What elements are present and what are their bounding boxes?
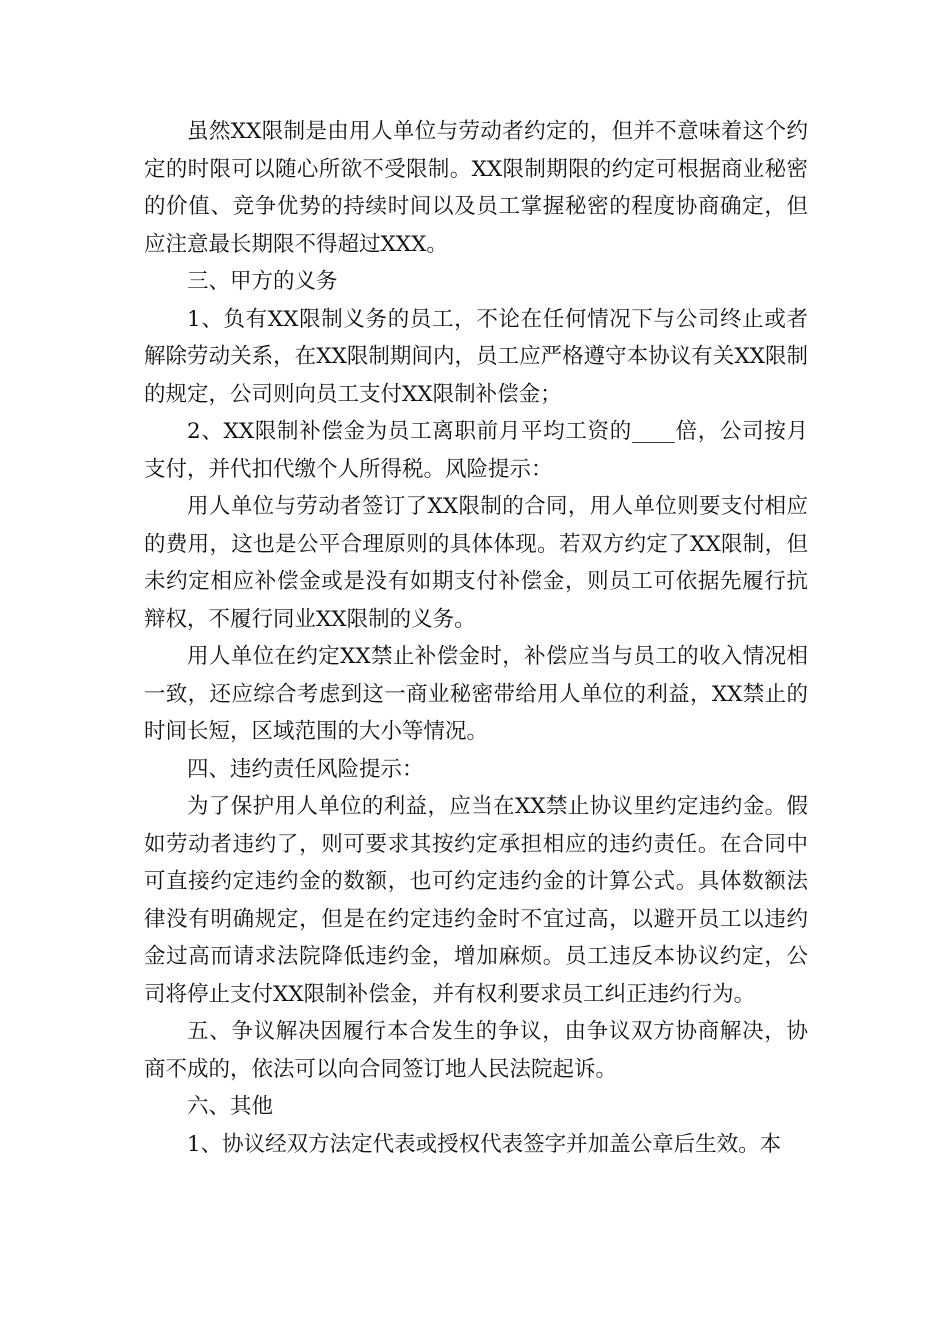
document-page bbox=[144, 113, 808, 1163]
heading-party-a-obligations: 三、甲方的义务 bbox=[187, 269, 338, 294]
paragraph-effective: 1、协议经双方法定代表或授权代表签字并加盖公章后生效。本 bbox=[187, 1131, 782, 1157]
heading-other: 六、其他 bbox=[187, 1094, 274, 1119]
paragraph-compensation-consistency: 用人单位在约定XX禁止补偿金时，补偿应当与员工的收入情况相一致，还应综合考虑到这一商业秘密带给用人单位的利益，XX禁止的时间长短，区域范围的大小等情况。 bbox=[144, 644, 808, 744]
paragraph-time-limit: 虽然XX限制是由用人单位与劳动者约定的，但并不意味着这个约定的时限可以随心所欲不受限制。XX限制期限的约定可根据商业秘密的价值、竞争优势的持续时间以及员工掌握秘密的程度协商确定，但应注意最长期限不得超过XXX。 bbox=[144, 119, 808, 257]
paragraph-obligation-1: 1、负有XX限制义务的员工，不论在任何情况下与公司终止或者解除劳动关系，在XX限制期间内，员工应严格遵守本协议有关XX限制的规定，公司则向员工支付XX限制补偿金； bbox=[144, 306, 808, 407]
paragraph-obligation-2: 2、XX限制补偿金为员工离职前月平均工资的____倍，公司按月支付，并代扣代缴个人所得税。风险提示： bbox=[144, 419, 808, 482]
paragraph-dispute-resolution: 五、争议解决因履行本合发生的争议，由争议双方协商解决，协商不成的，依法可以向合同签订地人民法院起诉。 bbox=[144, 1019, 808, 1082]
paragraph-penalty: 为了保护用人单位的利益，应当在XX禁止协议里约定违约金。假如劳动者违约了，则可要求其按约定承担相应的违约责任。在合同中可直接约定违约金的数额，也可约定违约金的计算公式。具体数额法律没有明确规定，但是在约定违约金时不宜过高，以避开员工以违约金过高而请求法院降低违约金，增加麻烦。员工违反本协议约定，公司将停止支付XX限制补偿金，并有权利要求员工纠正违约行为。 bbox=[144, 794, 808, 1007]
heading-breach-liability: 四、违约责任风险提示： bbox=[187, 756, 424, 782]
paragraph-risk-compensation: 用人单位与劳动者签订了XX限制的合同，用人单位则要支付相应的费用，这也是公平合理原则的具体体现。若双方约定了XX限制，但未约定相应补偿金或是没有如期支付补偿金，则员工可依据先履行抗辩权，不履行同业XX限制的义务。 bbox=[144, 494, 808, 632]
